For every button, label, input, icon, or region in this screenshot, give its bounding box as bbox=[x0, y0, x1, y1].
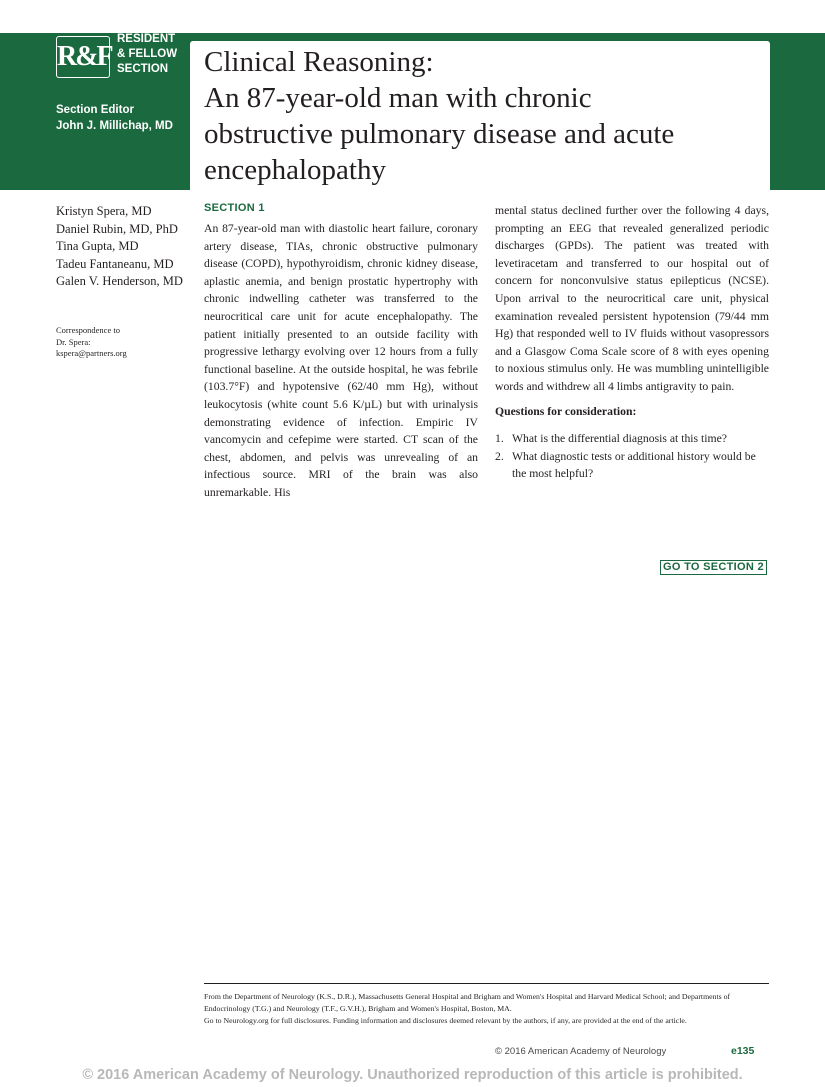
author: Tina Gupta, MD bbox=[56, 239, 139, 253]
correspondence-email[interactable]: kspera@partners.org bbox=[56, 348, 127, 358]
editor-label: Section Editor bbox=[56, 104, 134, 116]
footer-copyright: © 2016 American Academy of Neurology bbox=[495, 1046, 667, 1057]
page-number: e135 bbox=[731, 1045, 755, 1057]
body-column-1: An 87-year-old man with diastolic heart failure, coronary artery disease, TIAs, chronic obstructive pulmonary disease (COPD), hypothyroidism, chronic kidney disease, aplastic anemia, and benign prostatic hypertrophy with chronic indwelling catheter was transferred to the neurocritical care unit for acute encephalopathy. The patient initially presented to an outside facility with progressive lethargy evolving over 12 hours from a fully functional baseline. At the outside hospital, he was febrile (103.7°F) and hypotensive (62/40 mm Hg), without leukocytosis (white count 5.6 K/µL) but with urinalysis demonstrating evidence of infection. Empiric IV vancomycin and cefepime were started. CT scan of the chest, abdomen, and pelvis was unrevealing of an infectious source. MRI of the brain was also unremarkable. His bbox=[204, 222, 478, 499]
go-to-section-2-button[interactable]: GO TO SECTION 2 bbox=[660, 560, 767, 575]
section-heading: SECTION 1 bbox=[204, 202, 265, 214]
title-line: encephalopathy bbox=[204, 154, 386, 186]
author: Daniel Rubin, MD, PhD bbox=[56, 221, 178, 236]
author: Galen V. Henderson, MD bbox=[56, 274, 183, 288]
body-column-2: mental status declined further over the following 4 days, prompting an EEG that revealed generalized periodic discharges (GPDs). The patient was treated with levetiracetam and transferred to our hospital out of concern for nonconvulsive status epilepticus (NCSE). Upon arrival to the neurocritical care unit, physical examination revealed persistent hypotension (79/44 mm Hg) that responded well to IV fluids without vasopressors and a Glasgow Coma Scale score of 8 with eyes opening to noxious stimulus only. He was mumbling unintelligible words and withdrew all 4 limbs antigravity to pain. bbox=[495, 204, 769, 393]
questions-heading: Questions for consideration: bbox=[495, 405, 637, 418]
question-number: 1. bbox=[495, 432, 504, 445]
disclosures: Go to Neurology.org for full disclosures. Funding information and disclosures deemed relevant by the authors, if any, are provided at the end of the article. bbox=[204, 1016, 687, 1025]
correspondence-label: Correspondence to bbox=[56, 325, 120, 335]
footnote-divider bbox=[204, 983, 769, 984]
editor-name: John J. Millichap, MD bbox=[56, 120, 173, 132]
section-label-line: SECTION bbox=[117, 63, 169, 75]
question-item bbox=[495, 430, 769, 448]
section-editor bbox=[56, 102, 173, 134]
section-label-line: RESIDENT bbox=[117, 33, 176, 45]
affiliations: From the Department of Neurology (K.S., D.R.), Massachusetts General Hospital and Brigham and Women's Hospital and Harvard Medical School; and Departments of Endocrinology (T.G.) and Neurology (T.F., G.V.H.), Brigham and Women's Hospital, Boston, MA. bbox=[204, 992, 731, 1013]
title-line: An 87-year-old man with chronic bbox=[204, 82, 592, 114]
questions-list bbox=[495, 430, 769, 483]
rf-logo: R&F bbox=[56, 36, 110, 78]
question-item bbox=[495, 448, 769, 483]
article-title bbox=[204, 44, 764, 188]
author-list bbox=[56, 203, 196, 291]
author: Tadeu Fantaneanu, MD bbox=[56, 256, 174, 271]
question-number: 2. bbox=[495, 449, 504, 463]
copyright-banner: © 2016 American Academy of Neurology. Unauthorized reproduction of this article is prohibited. bbox=[82, 1067, 743, 1083]
author: Kristyn Spera, MD bbox=[56, 204, 152, 218]
section-label bbox=[117, 32, 197, 77]
correspondence bbox=[56, 325, 186, 360]
footnote bbox=[204, 991, 769, 1027]
section-label-line: & FELLOW bbox=[117, 48, 178, 60]
title-line: obstructive pulmonary disease and acute bbox=[204, 118, 675, 150]
correspondence-name: Dr. Spera: bbox=[56, 336, 91, 347]
question-text: What diagnostic tests or additional history would be the most helpful? bbox=[512, 449, 756, 481]
title-line: Clinical Reasoning: bbox=[204, 46, 434, 78]
question-text: What is the differential diagnosis at this time? bbox=[512, 432, 727, 445]
